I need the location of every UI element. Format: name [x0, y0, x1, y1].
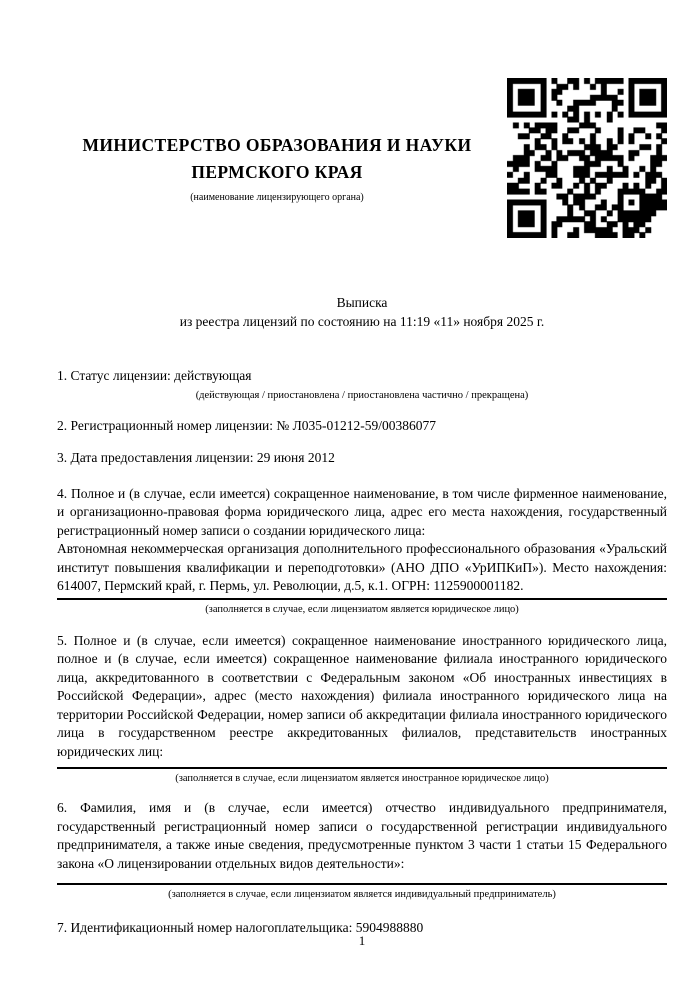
item-grant-date [57, 449, 667, 468]
licensing-authority-caption: (наименование лицензирующего органа) [190, 192, 364, 203]
foreign-entity-note: (заполняется в случае, если лицензиатом является иностранное юридическое лицо) [175, 773, 549, 784]
item-registration-number [57, 417, 667, 436]
blank-fill-line [57, 598, 667, 600]
license-status-note: (действующая / приостановлена / приостановлена частично / прекращена) [195, 389, 529, 401]
extract-items [57, 367, 667, 938]
blank-fill-line [57, 883, 667, 885]
individual-entrepreneur-label: 6. Фамилия, имя и (в случае, если имеется) отчество индивидуального предпринимателя, государственный регистрационный номер записи о государственной регистрации индивидуального предпринимателя, а также иные сведения, предусмотренные пунктом 3 части 1 статьи 15 Федерального закона «О лицензировании отдельных видов деятельности»: [57, 800, 667, 871]
document-title: Выписка [336, 295, 388, 310]
individual-entrepreneur-note: (заполняется в случае, если лицензиатом является индивидуальный предприниматель) [168, 889, 556, 900]
grant-date-text: 3. Дата предоставления лицензии: 29 июня 2012 [57, 450, 335, 465]
item-foreign-entity-info [57, 632, 667, 786]
taxpayer-number-text: 7. Идентификационный номер налогоплательщика: 5904988880 [57, 920, 424, 935]
item-license-status [57, 367, 667, 402]
ministry-name-line1: МИНИСТЕРСТВО ОБРАЗОВАНИЯ И НАУКИ [82, 135, 472, 155]
legal-entity-label: 4. Полное и (в случае, если имеется) сокращенное наименование, в том числе фирменное наименование, и организационно-правовая форма юридического лица, адрес его места нахождения, государственный регистрационный номер записи о создании юридического лица: [57, 485, 667, 538]
foreign-entity-label: 5. Полное и (в случае, если имеется) сокращенное наименование иностранного юридического лица, полное и (в случае, если имеется) сокращенное наименование филиала иностранного юридического лица, аккредитованного в соответствии с Федеральным законом «Об иностранных инвестициях в Российской Федерации», адрес (место нахождения) филиала иностранного юридического лица на территории Российской Федерации, номер записи об аккредитации филиала иностранного юридического лица в государственном реестре аккредитованных филиалов, представительств иностранных юридических лиц: [57, 632, 667, 759]
legal-entity-note: (заполняется в случае, если лицензиатом является юридическое лицо) [205, 603, 519, 615]
item-legal-entity-info [57, 485, 667, 616]
item-individual-entrepreneur-info [57, 799, 667, 901]
document-title-block [57, 294, 667, 331]
qr-code [507, 78, 667, 238]
legal-entity-value: Автономная некоммерческая организация дополнительного профессионального образования «Уральский институт повышения квалификации и переподготовки» (АНО ДПО «УрИПКиП»). Место нахождения: 614007, Пермский край, г. Пермь, ул. Революции, д.5, к.1. ОГРН: 1125900001182. [57, 541, 667, 593]
ministry-name-line2: ПЕРМСКОГО КРАЯ [191, 162, 363, 182]
license-status-text: 1. Статус лицензии: действующая [57, 368, 252, 383]
blank-fill-line [57, 767, 667, 769]
registration-number-text: 2. Регистрационный номер лицензии: № Л035-01212-59/00386077 [57, 417, 437, 433]
ministry-name [57, 132, 497, 186]
page-number: 1 [358, 933, 366, 948]
licensing-authority-block [57, 78, 507, 203]
document-subtitle: из реестра лицензий по состоянию на 11:19 «11» ноября 2025 г. [179, 313, 545, 329]
document-header [57, 0, 667, 238]
